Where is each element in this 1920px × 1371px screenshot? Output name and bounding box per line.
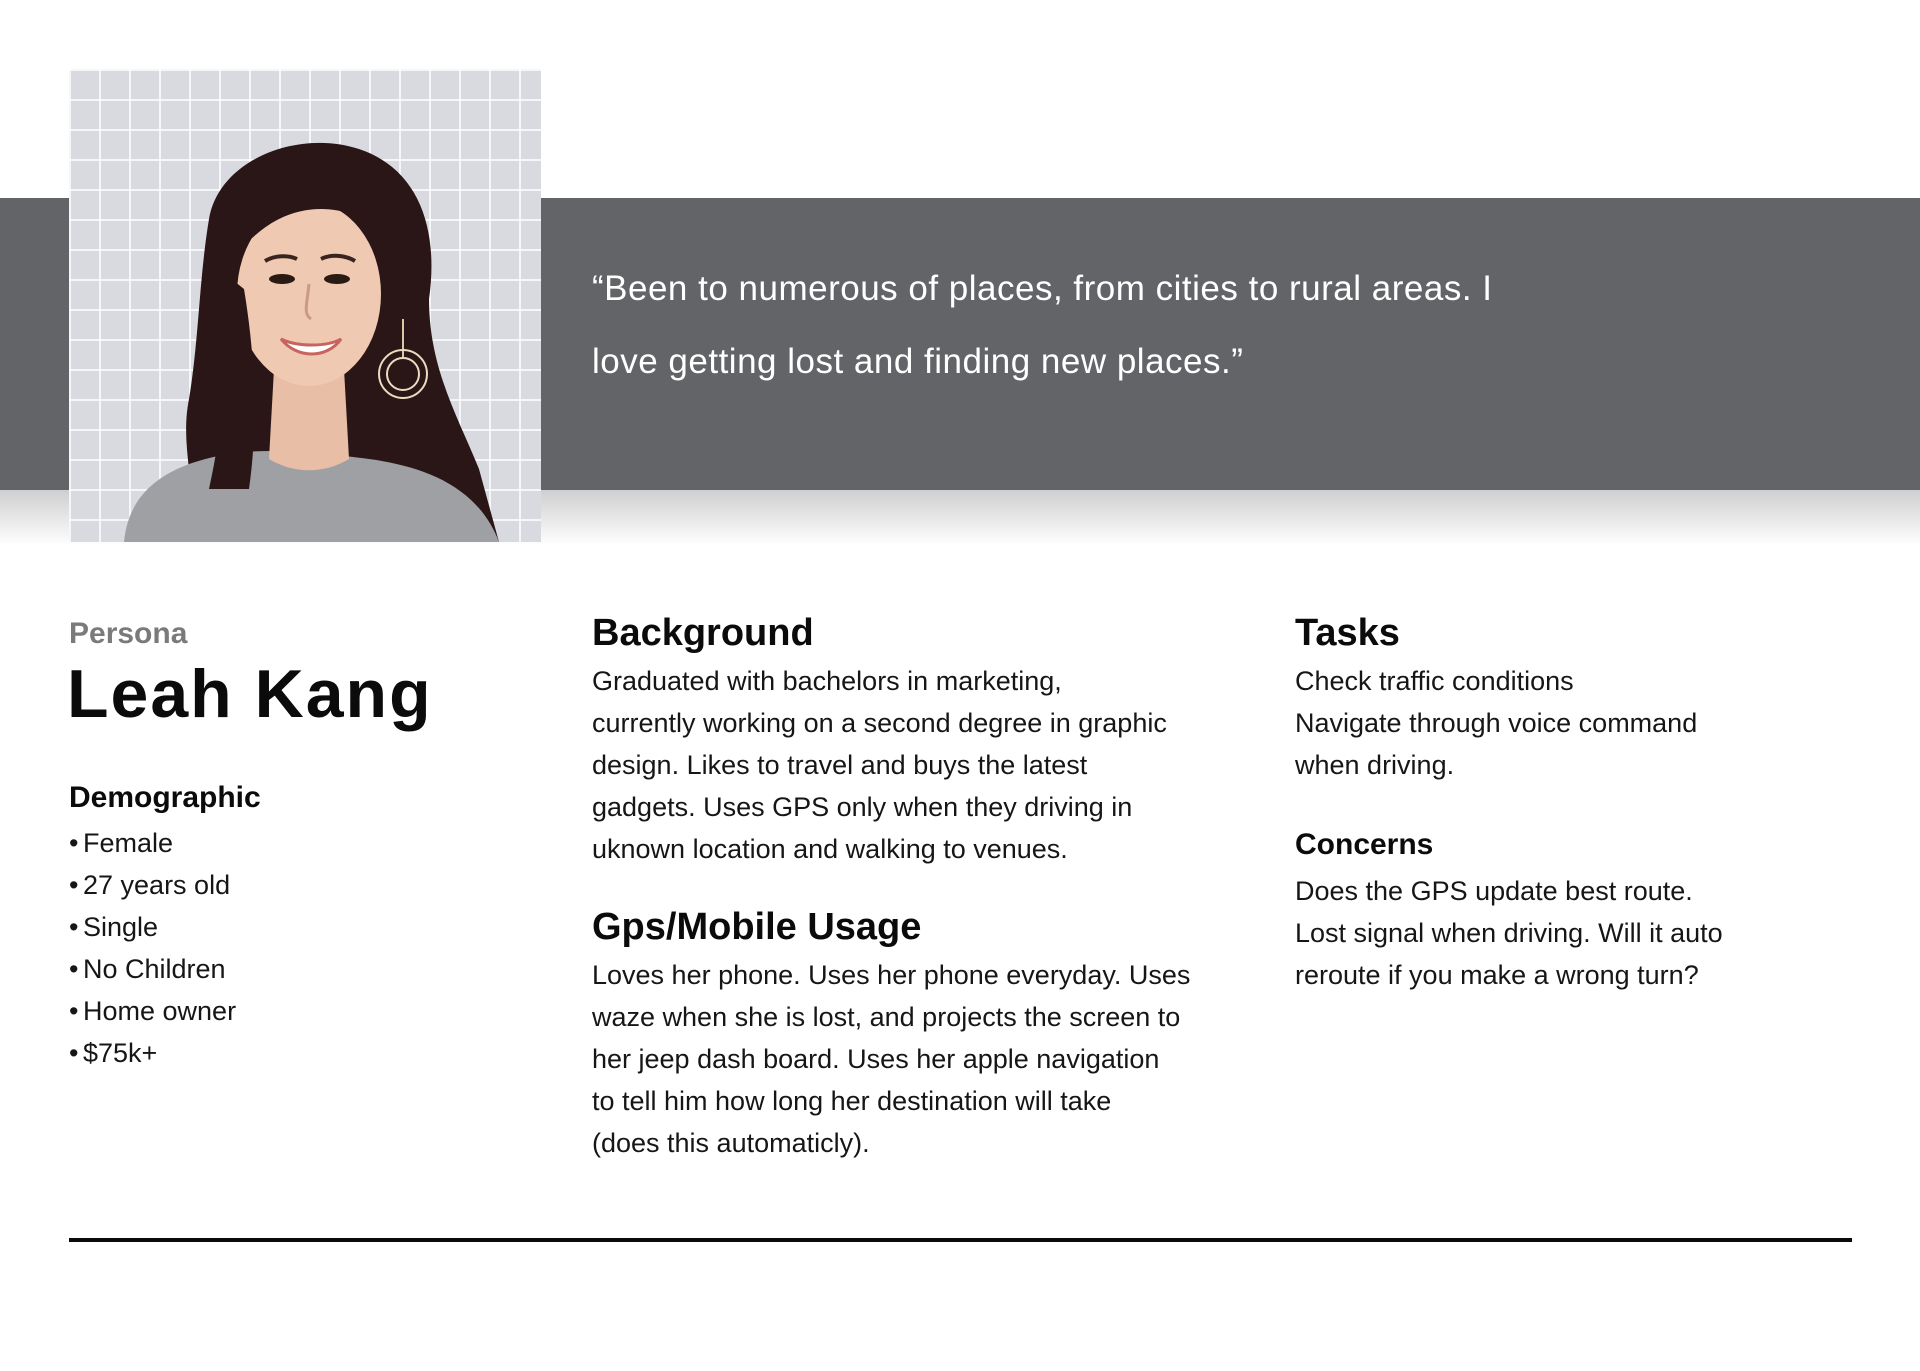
concerns-line: Lost signal when driving. Will it auto [1295,918,1723,948]
persona-name: Leah Kang [67,656,433,732]
demographic-item [69,1032,236,1074]
demographic-item [69,948,236,990]
gps-usage-heading: Gps/Mobile Usage [592,906,922,948]
demographic-item [69,822,236,864]
gps-usage-line: Loves her phone. Uses her phone everyday. Uses [592,960,1191,990]
quote-line-1: “Been to numerous of places, from cities to rural areas. I [592,269,1493,308]
persona-quote [592,252,1632,398]
demographic-item-text: Home owner [83,996,237,1026]
tasks-line: when driving. [1295,750,1455,780]
background-line: gadgets. Uses GPS only when they driving in [592,792,1133,822]
demographic-item [69,990,236,1032]
demographic-heading: Demographic [69,781,261,814]
background-line: uknown location and walking to venues. [592,834,1068,864]
persona-label: Persona [69,617,188,650]
bullet-icon: • [69,954,79,984]
tasks-line: Navigate through voice command [1295,708,1698,738]
background-text [592,660,1167,870]
bullet-icon: • [69,870,79,900]
bullet-icon: • [69,912,79,942]
gps-usage-line: (does this automaticly). [592,1128,870,1158]
demographic-item [69,864,236,906]
tasks-heading: Tasks [1295,612,1400,654]
concerns-line: Does the GPS update best route. [1295,876,1693,906]
demographic-item-text: Single [83,912,159,942]
gps-usage-line: her jeep dash board. Uses her apple navigation [592,1044,1160,1074]
demographic-item-text: $75k+ [83,1038,158,1068]
gps-usage-text [592,954,1190,1164]
bullet-icon: • [69,1038,79,1068]
concerns-heading: Concerns [1295,828,1434,861]
tasks-line: Check traffic conditions [1295,666,1574,696]
demographic-item [69,906,236,948]
background-line: Graduated with bachelors in marketing, [592,666,1062,696]
gps-usage-line: to tell him how long her destination will take [592,1086,1112,1116]
demographic-item-text: Female [83,828,174,858]
background-heading: Background [592,612,814,654]
demographic-item-text: No Children [83,954,226,984]
bullet-icon: • [69,996,79,1026]
concerns-line: reroute if you make a wrong turn? [1295,960,1699,990]
background-line: design. Likes to travel and buys the latest [592,750,1088,780]
bullet-icon: • [69,828,79,858]
gps-usage-line: waze when she is lost, and projects the screen to [592,1002,1181,1032]
demographic-list [69,822,236,1074]
quote-line-2: love getting lost and finding new places.” [592,342,1244,381]
bottom-divider [69,1238,1852,1242]
portrait-image [69,69,541,542]
demographic-item-text: 27 years old [83,870,231,900]
tasks-text [1295,660,1697,786]
persona-photo [69,69,541,542]
background-line: currently working on a second degree in graphic [592,708,1167,738]
concerns-text [1295,870,1723,996]
